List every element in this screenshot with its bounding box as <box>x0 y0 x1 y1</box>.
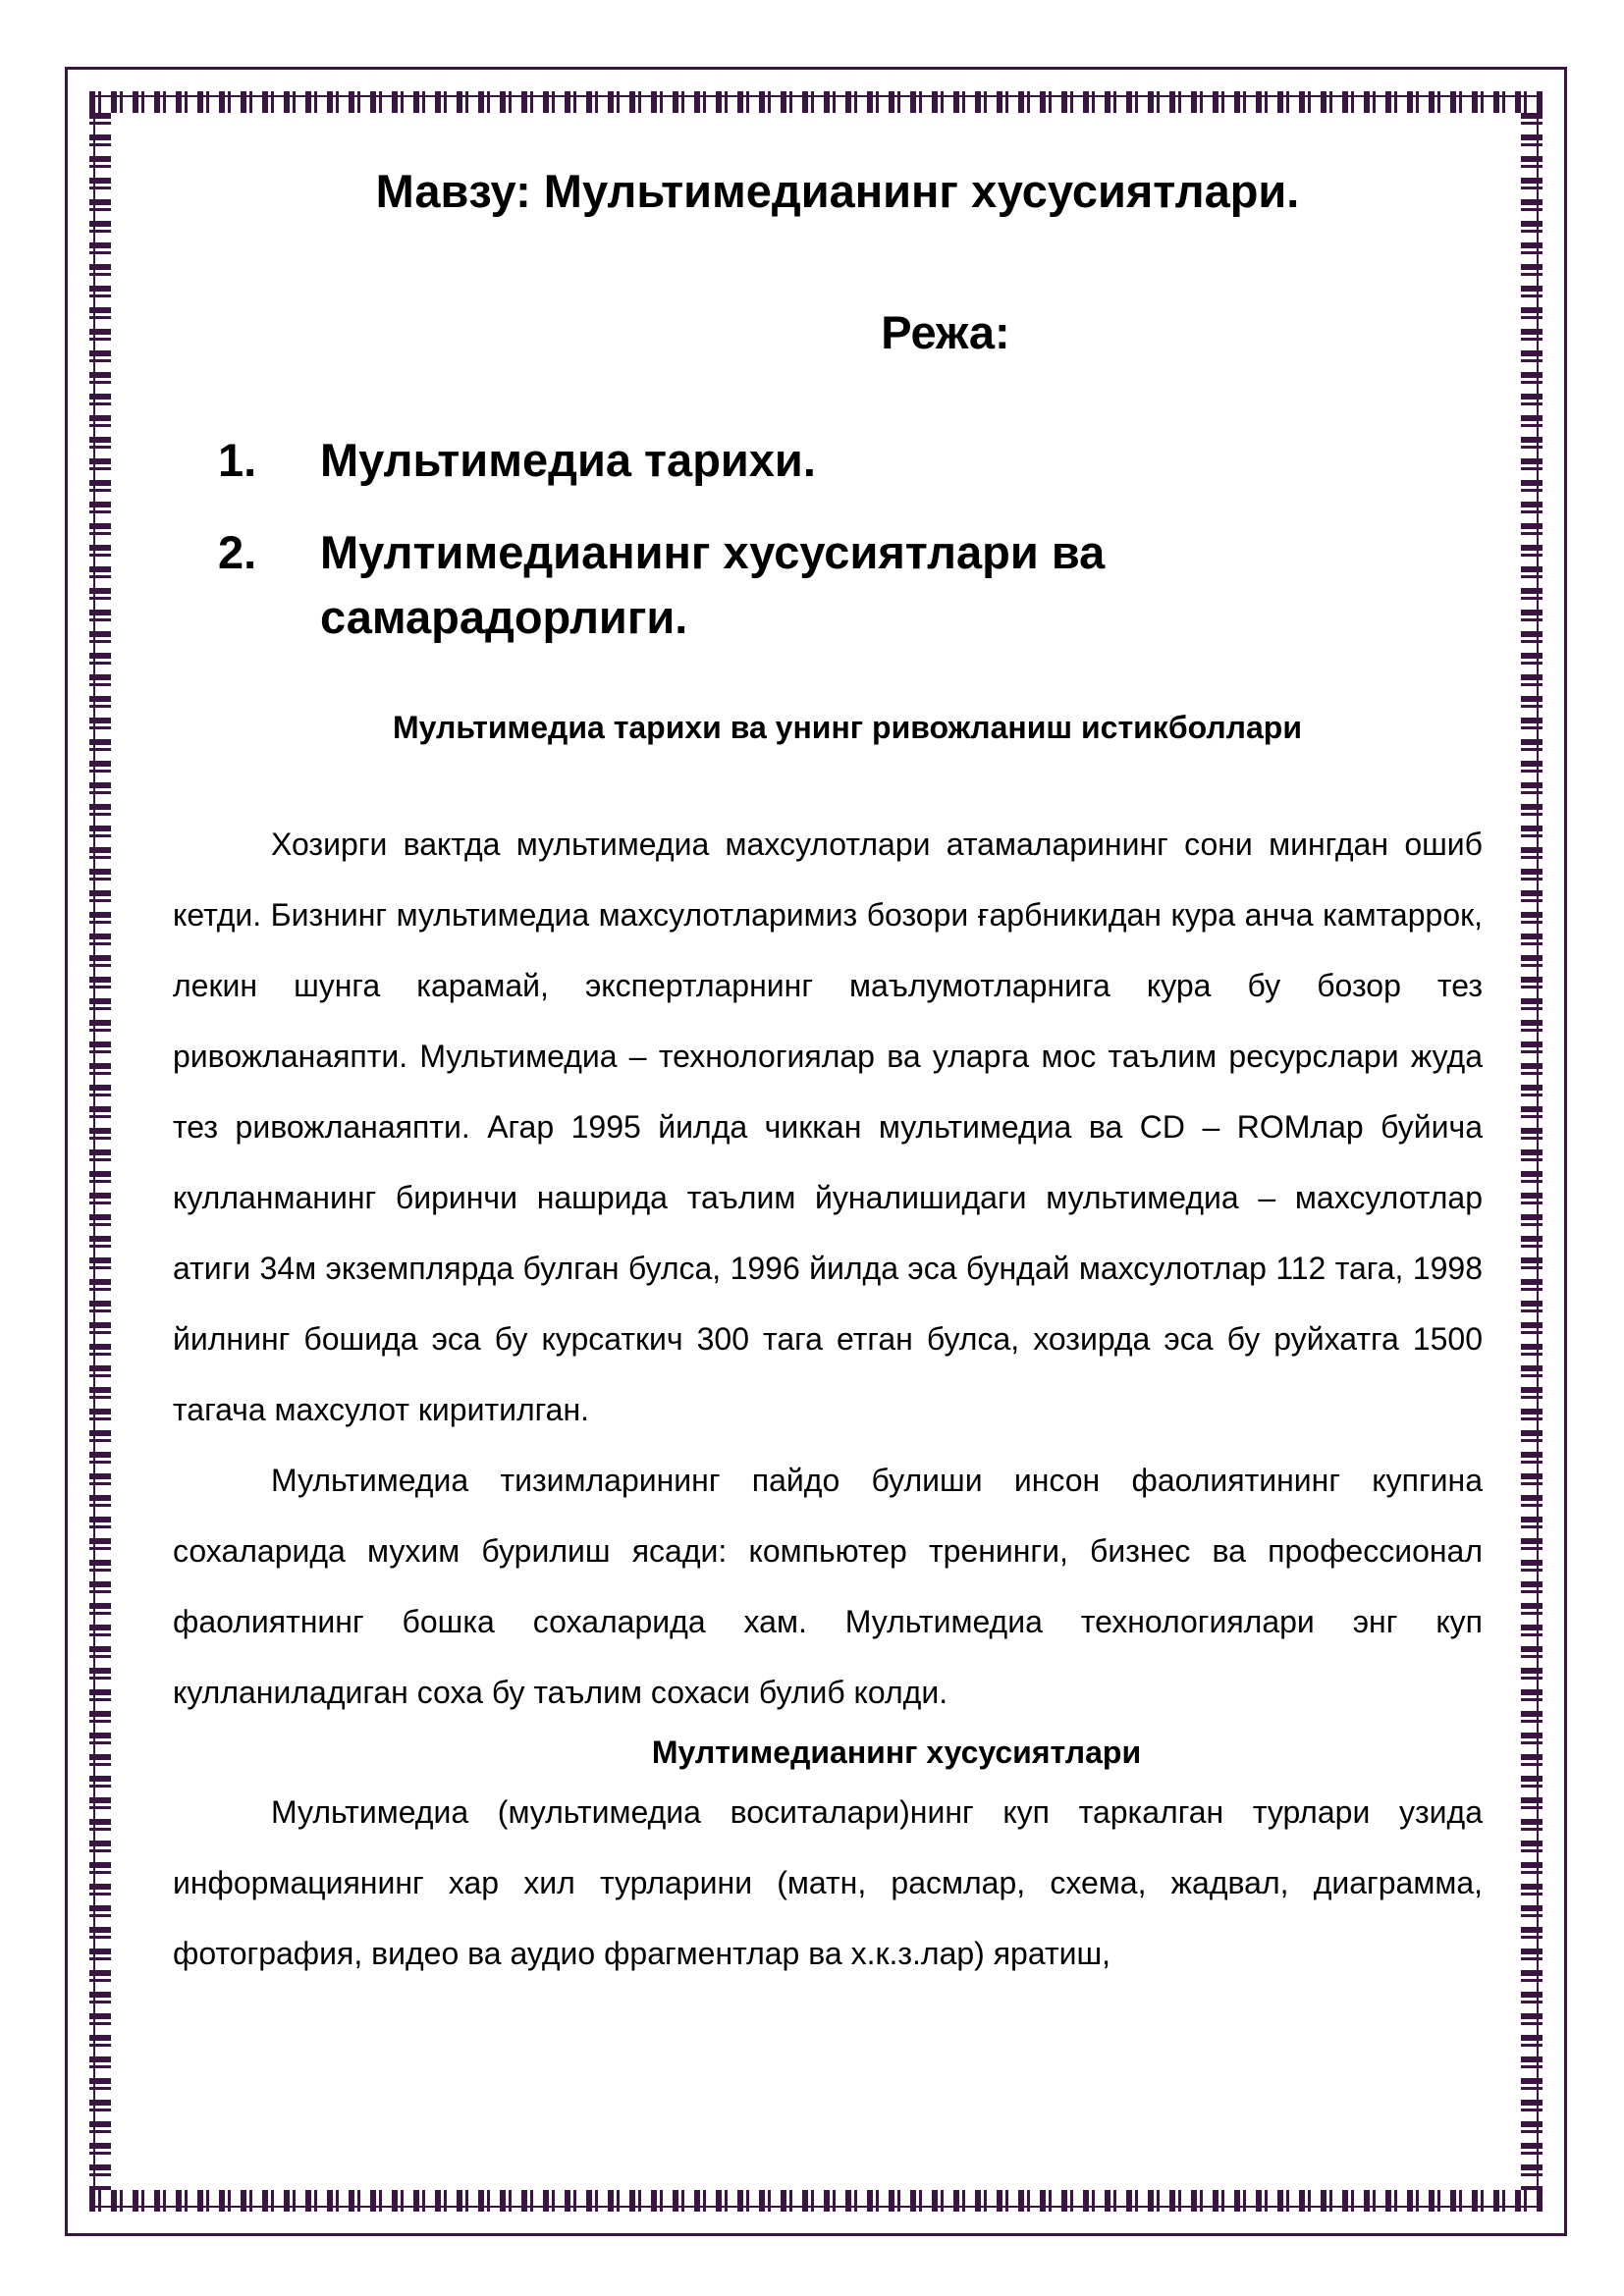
plan-item-text: Мултимедианинг хусусиятлари ва самарадорлиги. <box>320 526 1106 643</box>
plan-item <box>218 428 1483 493</box>
paragraph: Хозирги вактда мультимедиа махсулотлари атамаларининг сони мингдан ошиб кетди. Бизнинг мультимедиа махсулотларимиз бозори ғарбникидан кура анча камтаррок, лекин шунга карамай, экспертларнинг маълумотларнига кура бу бозор тез ривожланаяпти. Мультимедиа – технологиялар ва уларга мос таълим ресурслари жуда тез ривожланаяпти. Агар 1995 йилда чиккан мультимедиа ва CD – ROMлар буйича кулланманинг биринчи нашрида таълим йуналишидаги мультимедиа – махсулотлар атиги 34м экземплярда булган булса, 1996 йилда эса бундай махсулотлар 112 тага, 1998 йилнинг бошида эса бу курсаткич 300 тага етган булса, хозирда эса бу руйхатга 1500 тагача махсулот киритилган. <box>173 827 1483 1427</box>
paragraph: Мультимедиа тизимларининг пайдо булиши инсон фаолиятининг купгина сохаларида мухим бурилиш ясади: компьютер тренинги, бизнес ва профессионал фаолиятнинг бошка сохаларида хам. Мультимедиа технологиялари энг куп кулланиладиган соха бу таълим сохаси булиб колди. <box>173 1463 1483 1710</box>
document-title: Мавзу: Мультимедианинг хусусиятлари. <box>375 165 1300 217</box>
plan-item-text: Мультимедиа тарихи. <box>320 434 816 486</box>
paragraph: Мультимедиа (мультимедиа воситалари)нинг куп таркалган турлари узида информациянинг хар хил турларини (матн, расмлар, схема, жадвал, диаграмма, фотография, видео ва аудио фрагментлар ва х.к.з.лар) яратиш, <box>173 1794 1483 1971</box>
document-content <box>173 157 1483 1989</box>
plan-list <box>173 428 1483 650</box>
plan-title: Режа: <box>881 306 1010 358</box>
plan-item-number: 1. <box>218 434 257 486</box>
plan-item-number: 2. <box>218 526 257 578</box>
section-heading-history: Мультимедиа тарихи ва унинг ривожланиш истикболлари <box>392 710 1302 745</box>
plan-item <box>218 520 1483 650</box>
section-heading-features: Мултимедианинг хусусиятлари <box>651 1735 1142 1770</box>
